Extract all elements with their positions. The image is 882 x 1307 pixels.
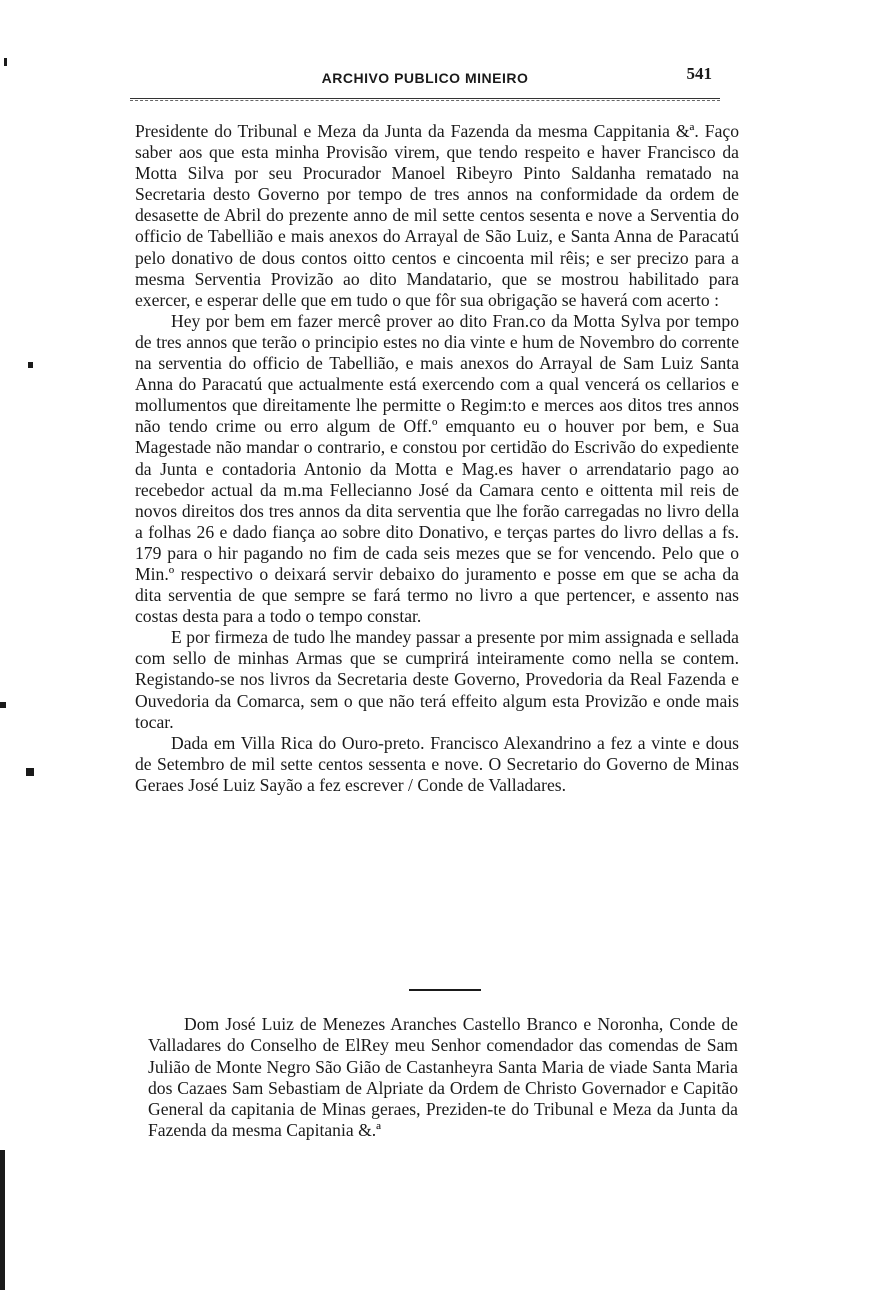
margin-mark <box>28 362 33 368</box>
provision-text <box>135 121 739 796</box>
margin-mark <box>4 58 7 66</box>
margin-mark <box>0 702 6 708</box>
section-separator <box>409 989 481 991</box>
paragraph-dated: Dada em Villa Rica do Ouro-preto. Francisco Alexandrino a fez a vinte e dous de Setembro de mil sette centos sessenta e nove. O Secretario do Governo de Minas Geraes José Luiz Sayão a fez escrever / Conde de Valladares. <box>135 732 739 795</box>
running-title: ARCHIVO PUBLICO MINEIRO <box>321 70 529 86</box>
next-provision-text <box>148 1014 738 1142</box>
page-number: 541 <box>686 64 712 83</box>
paragraph-firmness: E por firmeza de tudo lhe mandey passar a presente por mim assignada e sellada com sello de minhas Armas que se cumprirá inteiramente como nella se contem. Registando-se nos livros da Secretaria deste Governo, Provedoria da Real Fazenda e Ouvedoria da Comarca, sem o que não terá effeito algum esta Provizão e onde mais tocar. <box>135 627 739 732</box>
page-header <box>130 62 720 98</box>
paragraph-opening: Presidente do Tribunal e Meza da Junta da Fazenda da mesma Cappitania &ª. Faço saber aos que esta minha Provisão virem, que tendo respeito e haver Francisco da Motta Silva por seu Procurador Manoel Ribeyro Pinto Saldanha rematado na Secretaria desto Governo por tempo de tres annos na conformidade da ordem de desasette de Abril do prezente anno de mil sette centos sesenta e nove a Serventia do officio de Tabellião e mais anexos do Arrayal de São Luiz, e Santa Anna de Paracatú pelo donativo de dous contos oitto centos e cincoenta mil rêis; e ser precizo para a mesma Serventia Provizão ao dito Mandatario, que se mostrou habilitado para exercer, e esperar delle que em tudo o que fôr sua obrigação se haverá com acerto : <box>135 121 739 310</box>
margin-mark <box>0 1150 5 1290</box>
paragraph-dom-jose: Dom José Luiz de Menezes Aranches Castello Branco e Noronha, Conde de Valladares do Conselho de ElRey meu Senhor comendador das comendas de Sam Julião de Monte Negro São Gião de Castanheyra Santa Maria de viade Santa Maria dos Cazaes Sam Sebastiam de Alpriate da Ordem de Christo Governador e Capitão General da capitania de Minas geraes, Preziden-te do Tribunal e Meza da Junta da Fazenda da mesma Capitania &.ª <box>148 1014 738 1141</box>
paragraph-grant: Hey por bem em fazer mercê prover ao dito Fran.co da Motta Sylva por tempo de tres annos que terão o principio estes no dia vinte e hum de Novembro do corrente na serventia do officio de Tabellião, e mais anexos do Arrayal de Sam Luiz Santa Anna do Paracatú que actualmente está exercendo com a qual vencerá os cellarios e mollumentos que direitamente lhe permitte o Regim:to e merces aos ditos tres annos não tendo crime ou erro algum de Off.º emquanto eu o houver por bem, e Sua Magestade não mandar o contrario, e constou por certidão do Escrivão do expediente da Junta e contadoria Antonio da Motta e Mag.es haver o arrendatario pago ao recebedor actual da m.ma Fellecianno José da Camara cento e oittenta mil reis de novos direitos dos tres annos da dita serventia que lhe forão carregadas no livro della a folhas 26 e dado fiança ao sobre dito Donativo, e terças partes do livro dellas a fs. 179 para o hir pagando no fim de cada seis mezes que se for vencendo. Pelo que o Min.º respectivo o deixará servir debaixo do juramento e posse em que se acha da dita serventia de que sempre se fará termo no livro a que pertencer, e assento nas costas desta para a todo o tempo constar. <box>135 310 739 627</box>
header-rule-dashed <box>130 100 720 101</box>
margin-mark <box>26 768 34 776</box>
header-rule <box>130 98 720 99</box>
